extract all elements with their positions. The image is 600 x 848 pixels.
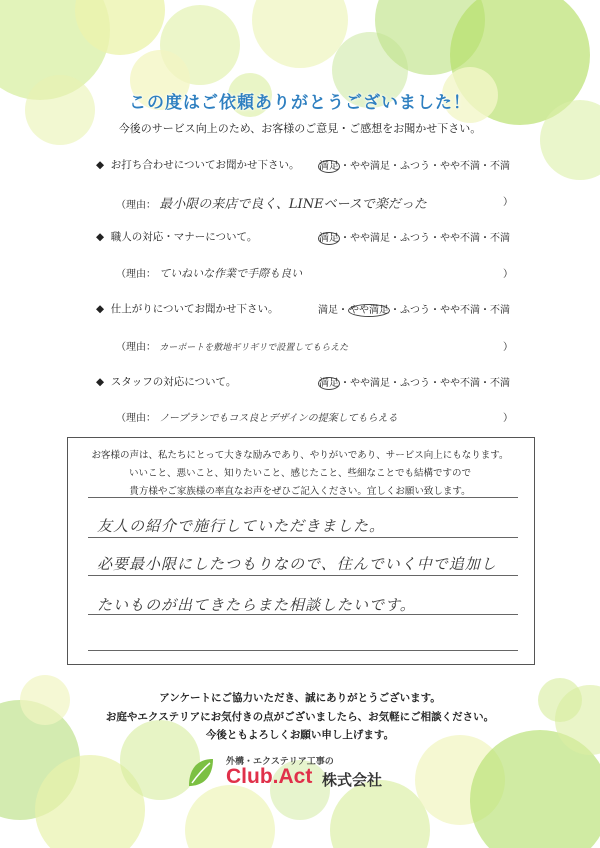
- closing-line-1: アンケートにご協力いただき、誠にありがとうございます。: [159, 692, 441, 704]
- question-2-reason: （理由： ていねいな作業で手際も良い: [116, 267, 303, 280]
- page-title: この度はご依頼ありがとうございました！: [129, 93, 471, 113]
- scale-option-selected: やや満足: [349, 305, 389, 316]
- closing-line-3: 今後ともよろしくお願い申し上げます。: [205, 729, 395, 741]
- question-4-label: ◆ スタッフの対応について。: [96, 376, 237, 388]
- scale-option-selected: 満足: [319, 161, 339, 172]
- writing-line: [88, 650, 518, 651]
- comment-intro-line-2: いいこと、悪いこと、知りたいこと、感じたこと、些細なことでも結構ですので: [128, 468, 471, 479]
- question-1-label: ◆ お打ち合わせについてお聞かせ下さい。: [96, 159, 300, 171]
- reason-close-paren: ）: [503, 413, 513, 424]
- question-1-scale: 満足・やや満足・ふつう・やや不満・不満: [319, 161, 510, 172]
- logo-name: Club.Act: [226, 765, 313, 788]
- handwritten-reason: ノープランでもコス良とデザインの提案してもらえる: [159, 413, 398, 424]
- scale-option-selected: 満足: [319, 233, 339, 244]
- handwritten-comment-line-1: 友人の紹介で施行していただきました。: [97, 517, 386, 535]
- question-3-scale: 満足・やや満足・ふつう・やや不満・不満: [318, 305, 510, 316]
- question-4-scale: 満足・やや満足・ふつう・やや不満・不満: [319, 378, 510, 389]
- comment-intro-line-3: 貴方様やご家族様の率直なお声をぜひご記入ください。宜しくお願い致します。: [129, 486, 471, 497]
- question-2-label: ◆ 職人の対応・マナーについて。: [96, 231, 258, 243]
- writing-line: [88, 575, 518, 576]
- writing-line: [88, 537, 518, 538]
- question-3-label: ◆ 仕上がりについてお聞かせ下さい。: [96, 303, 279, 315]
- question-2-scale: 満足・やや満足・ふつう・やや不満・不満: [319, 233, 510, 244]
- leaf-logo-icon: [186, 756, 216, 790]
- handwritten-reason: カーポートを敷地ギリギリで設置してもらえた: [159, 343, 349, 353]
- handwritten-reason: 最小限の来店で良く、LINEベースで楽だった: [159, 197, 427, 212]
- reason-close-paren: ）: [503, 197, 513, 208]
- question-4-reason: （理由： ノープランでもコス良とデザインの提案してもらえる: [116, 413, 398, 424]
- reason-close-paren: ）: [503, 342, 513, 353]
- company-logo: [186, 754, 406, 790]
- question-3-reason: （理由： カーポートを敷地ギリギリで設置してもらえた: [116, 342, 349, 353]
- writing-line: [88, 497, 518, 498]
- handwritten-reason: ていねいな作業で手際も良い: [159, 267, 303, 280]
- handwritten-comment-line-3: たいものが出てきたらまた相談したいです。: [97, 596, 416, 614]
- question-1-reason: （理由： 最小限の来店で良く、LINEベースで楽だった: [116, 197, 427, 212]
- scale-option-selected: 満足: [319, 378, 339, 389]
- logo-suffix: 株式会社: [322, 771, 383, 789]
- logo-tagline: 外構・エクステリア工事の: [226, 757, 334, 767]
- closing-line-2: お庭やエクステリアにお気付きの点がございましたら、お気軽にご相談ください。: [105, 711, 495, 723]
- reason-close-paren: ）: [503, 269, 513, 280]
- writing-line: [88, 614, 518, 615]
- handwritten-comment-line-2: 必要最小限にしたつもりなので、住んでいく中で追加し: [97, 555, 497, 573]
- page-subtitle: 今後のサービス向上のため、お客様のご意見・ご感想をお聞かせ下さい。: [118, 122, 482, 135]
- comment-intro-line-1: お客様の声は、私たちにとって大きな励みであり、やりがいであり、サービス向上にもなります。: [91, 450, 509, 461]
